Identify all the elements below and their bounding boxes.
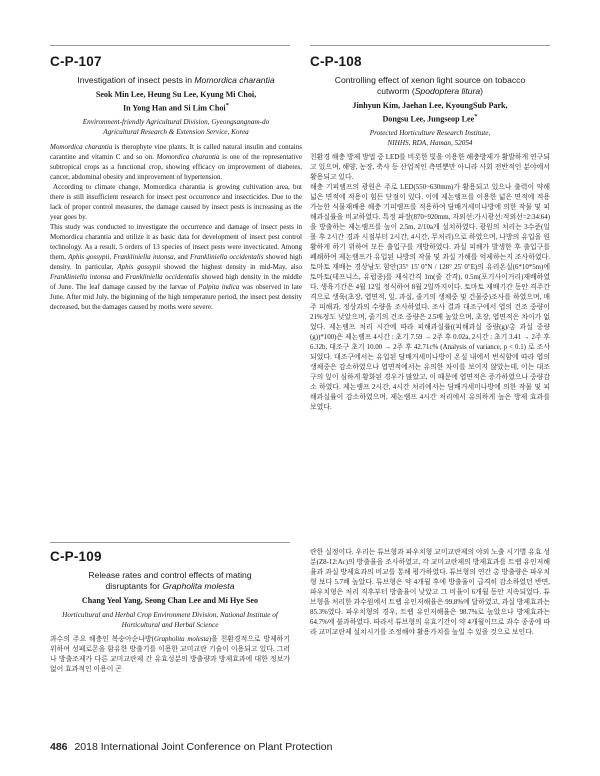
top-rule-right	[310, 45, 550, 46]
paragraph: 란한 실정이다. 우리는 튜브형과 파우치형 교미교란제의 야외 노출 시기별 유효 성분(Z8-12:Ac)의 방출율을 조사하였고, 각 교미교란제의 방제효과를 트랩 유인저해율과 과실 방제효과의 비교를 통해 평가하였다. 튜브형의 연간 총 방출량은 파우치형 보다 5.7배 높았다. 튜브형은 약 4개월 후에 방출율이 급격히 감소하였던 반면, 파우치형은 처리 직후부터 방출율이 낮았고 그 비율이 6개월 동안 지속되었다. 튜브형을 처리한 과수원에서 트랩 유인저해율은 99.8%에 달하였고, 과실 방제효과는 85.3%였다. 파우치형의 경우, 트랩 유인저해율은 98.7%로 높았으나 방제효과는 64.7%에 불과하였다. 따라서 튜브형의 유효기간이 약 4개월이므로 과수 종종에 따라 교미교란제 설치시기를 조정해야 활용가치를 높일 수 있을 것으로 보인다.	[310, 549, 550, 636]
paragraph: 친환경 해충 방제 방법 중 LED를 비롯한 빛을 이용한 해충방제가 활발하게 연구되고 있으며, 해양, 농장, 축사 등 산업적인 측면뿐만 아니라 사회 전반적인 분야에서 활용되고 있다.	[310, 153, 550, 181]
abstract-cp108	[310, 54, 550, 413]
abstract-code: C-P-107	[50, 54, 102, 69]
abstract-affiliation: Protected Horticulture Research Institute, NIHHS, RDA, Haman, 52054	[369, 128, 491, 147]
page-footer	[50, 741, 332, 753]
abstract-affiliation: Horticultural and Herbal Crop Environment Division, National Institute of Horticultural and Herbal Science	[62, 610, 278, 629]
abstract-code: C-P-109	[50, 549, 102, 564]
abstract-body	[50, 142, 302, 313]
abstract-cp109-continued	[310, 548, 550, 638]
abstract-affiliation: Environment-friendly Agricultural Division, Gyeongsangnam-do Agricultural Research & Extension Service, Korea	[82, 117, 270, 136]
abstract-title: Controlling effect of xenon light source on tobacco cutworm (Spodoptera litura)	[334, 75, 526, 96]
abstract-title: Release rates and control effects of mating disruptants for Grapholita molesta	[88, 570, 252, 591]
top-rule-left	[50, 45, 290, 46]
abstract-cp107	[50, 54, 302, 312]
abstract-cp109	[50, 549, 290, 675]
abstract-body	[50, 635, 290, 675]
abstract-authors: Jinhyun Kim, Jaehan Lee, KyoungSub Park, Dongsu Lee, Jungseop Lee*	[352, 101, 508, 124]
middle-rule-left	[50, 542, 290, 543]
abstract-authors: Chang Yeol Yang, Seong Chan Lee and Mi Hye Seo	[81, 596, 259, 605]
paragraph: According to climate change, Momordica charantia is growing cultivation area, but there is still insufficient research for insect pest occurrence and insecticides. Due to the lack of proper control measures, the damage caused by insect pests is increasing as the year goes by.	[50, 182, 302, 222]
paragraph: This study was conducted to investigate the occurrence and damage of insect pests in Momordica charantia and utilize it as basic data for development of insect pest control technology. As a result, 5 orders of 13 species of insect pests were invecticated. Among them, Aphis gossypii, Frankliniella intonsa, and Frankliniella occidentalis showed high density. In particular, Aphis gossypii showed the highest density in mid-May, also Frankliniella intonsa and Frankliniella occidentalis showed high density in the middle of June. The leaf damage caused by the larvae of Palpita indica was observed in late June. After mid July, the biginning of the high temperature period, the insect pest density decreased, but the damages caused by moths were severe.	[50, 223, 303, 312]
page-number: 486	[50, 741, 68, 753]
abstract-title: Investigation of insect pests in Momordica charantia	[77, 75, 275, 85]
abstract-authors: Seok Min Lee, Heung Su Lee, Kyung Mi Choi, In Yong Han and Si Lim Choi*	[95, 90, 257, 113]
abstract-body	[310, 153, 550, 413]
paragraph: Momordica charantia is therophyte vine plants. It is called natural insulin and contains carantine and vitamin C and so on. Momordica charantia is one of the representative subtropical crops as a functional crop, showing efficacy on improvement of diabetes, cancer, abdominal obesity and improvement of hypertension.	[50, 142, 302, 181]
paragraph: 과수의 주요 해충인 복숭아순나방(Grapholita molesta)을 친환경적으로 방제하기 위하여 성페로몬을 함유한 방출기를 이용한 교미교란 기술이 이용되고 있다. 그러나 방출조제가 다른 교미교란제 간 유효성분의 방출량과 방제효과에 대한 정보가 없어 효과적인 이용이 곤	[50, 635, 290, 673]
conference-name: 2018 International Joint Conference on Plant Protection	[74, 741, 333, 753]
paragraph: 해충 기피램프의 광원은 주로 LED(550~630mm)가 활용되고 있으나 출력이 약해 넓은 면적에 적용이 힘든 단점이 있다. 이에 제논램프를 이용한 넓은 면적에 적용 가능한 식물재배용 해충 기피램프를 적용하여 담배거세미나방에 의한 작물 및 피해과실률을 비교하였다. 특정 파장(870~920mm, 자외선:가시광선:적외선=2:34:64)을 방출하는 제논램프를 높이 2.5m, 2/10a개 설치하였다. 광원의 처리는 3수준(일몰 후 2시간 경과 시점부터 2시간, 4시간, 무처리)으로 하였으며, 나방의 유입을 원활하게 하기 위하여 모든 출입구를 개방하였다. 과실 피해가 발생한 후 출입구를 폐쇄하여 제논램프가 유입된 나방의 작물 및 과실 가해를 억제하는지 조사하였다. 토마토 재배는 경상남도 함안(35° 15' 0"N / 128° 25' 0"E)의 유리온실(6*10*5m)에 토마토(데프니스, 유럽종)를 재식간격 1m(줄 간격), 0.5m(포기사이거리)재배하였다. 생육기간은 4월 12일 정식하여 8월 2일까지이다. 토마토 재배기간 동안 격주간격으로 생육(초장, 엽면적, 잎, 과실, 줄기의 생체중 및 건물중)조사를 하였으며, 매주 피해과, 정상과의 수량을 조사하였다. 조사 결과 대조구에서 엽의 건조 중량이 21%정도 낮았으며, 줄기의 건조 중량은 2.5배 높았으며, 초장, 엽면적은 차이가 없었다. 제논램프 처리 시간에 따라 피해과실률((피해과실 중량(g)/총 과실 중량(g))*100)은 제논램프 4시간 : 초기 7.59 → 2주 후 0.02a, 2시간 : 초기 3.41 → 2주 후 6.32b, 대조구 초기 10.00 → 2주 후 42.71c% (Analysis of variance, p < 0.1) 로 조사되었다. 대조구에서는 유입된 담배거세미나방이 온실 내에서 번식함에 따라 엽의 생체중은 감소하였으나 엽면적에서는 유의한 차이를 보이지 않았는데, 이는 대조구의 잎이 심하게 황화된 경우가 많았고, 이 때문에 엽면적은 증가하였으나 중량감소 하였다. 제논램프 2시간, 4시간 처리에서는 담배거세미나방에 의한 작물 및 피해과실률이 감소하였으며, 제논램프 4시간 처리에서 유의하게 높은 방제 효과를 보였다.	[310, 183, 550, 411]
abstract-code: C-P-108	[310, 54, 362, 69]
abstract-body	[310, 548, 550, 638]
